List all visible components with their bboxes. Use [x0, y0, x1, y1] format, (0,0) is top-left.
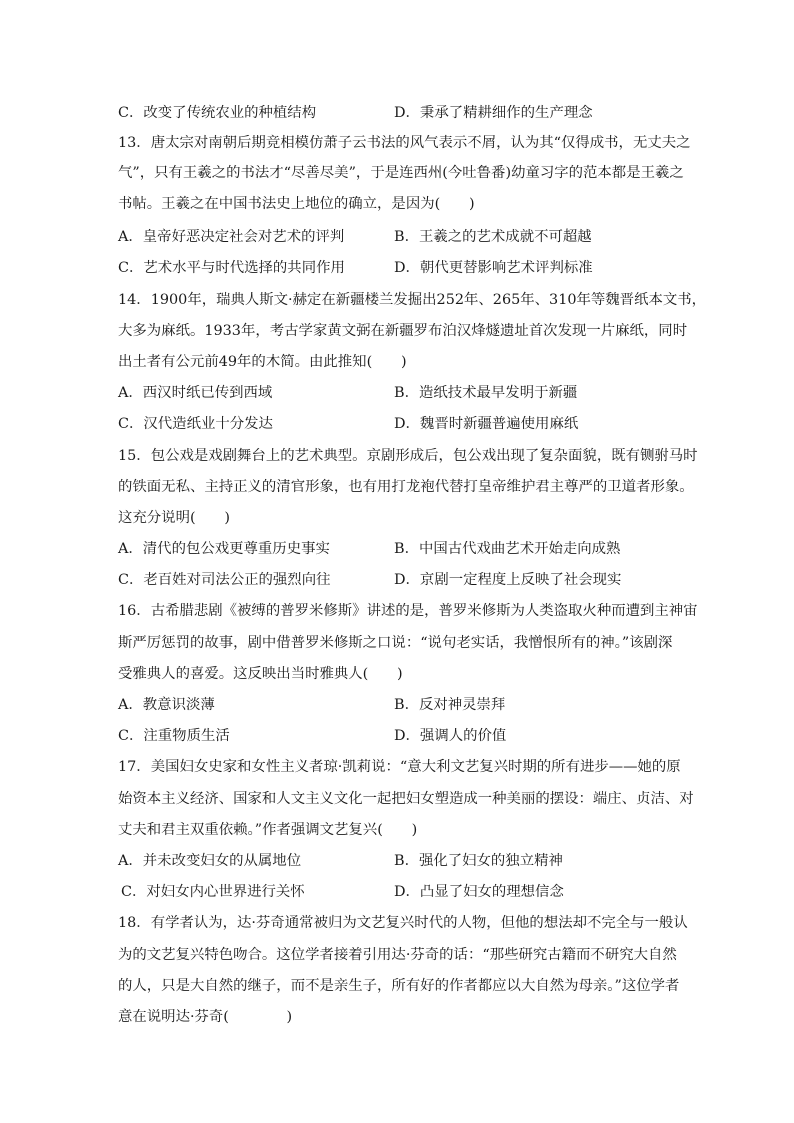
q16-options-row-ab: [118, 695, 678, 715]
q15-stem-line-3: 这充分说明( ): [118, 510, 230, 526]
q17-stem-line-1: 17．美国妇女史家和女性主义者琼·凯莉说：“意大利文艺复兴时期的所有进步——她的原: [118, 759, 681, 775]
q16-option-b[interactable]: B．反对神灵崇拜: [394, 697, 506, 713]
q17-option-d[interactable]: D．凸显了妇女的理想信念: [394, 884, 564, 900]
q13-options-row-ab: [118, 227, 678, 247]
q14-options-row-cd: [118, 414, 678, 434]
q15-stem-line-2: 的铁面无私、主持正义的清官形象，也有用打龙袍代替打皇帝维护君主尊严的卫道者形象。: [118, 479, 694, 495]
q17-stem-line-2: 始资本主义经济、国家和人文主义文化一起把妇女塑造成一种美丽的摆设：端庄、贞洁、对: [118, 791, 694, 807]
q13-option-c[interactable]: C．艺术水平与时代选择的共同作用: [118, 260, 345, 276]
q17-stem-line-3: 丈夫和君主双重依赖。”作者强调文艺复兴( ): [118, 822, 418, 838]
q12-option-d[interactable]: D．秉承了精耕细作的生产理念: [394, 105, 593, 121]
q15-option-b[interactable]: B．中国古代戏曲艺术开始走向成熟: [394, 541, 621, 557]
q14-stem-line-1: 14．1900年，瑞典人斯文·赫定在新疆楼兰发掘出252年、265年、310年等魏晋纸本文书，: [118, 292, 707, 308]
q16-stem-line-1: 16．古希腊悲剧《被缚的普罗米修斯》讲述的是，普罗米修斯为人类盗取火种而遭到主神宙: [118, 603, 698, 619]
q16-stem-line-2: 斯严厉惩罚的故事，剧中借普罗米修斯之口说：“说句老实话，我憎恨所有的神。”该剧深: [118, 635, 673, 651]
q15-options-row-cd: [118, 570, 678, 590]
q14-option-b[interactable]: B．造纸技术最早发明于新疆: [394, 385, 578, 401]
q16-option-d[interactable]: D．强调人的价值: [394, 728, 507, 744]
q14-options-row-ab: [118, 383, 678, 403]
q17-option-a[interactable]: A．并未改变妇女的从属地位: [118, 853, 302, 869]
q15-option-d[interactable]: D．京剧一定程度上反映了社会现实: [394, 572, 622, 588]
q15-option-c[interactable]: C．老百姓对司法公正的强烈向往: [118, 572, 331, 588]
q16-option-c[interactable]: C．注重物质生活: [118, 728, 230, 744]
q13-options-row-cd: [118, 258, 678, 278]
q12-options-row-cd: [118, 103, 678, 123]
q16-option-a[interactable]: A．教意识淡薄: [118, 697, 215, 713]
q17-options-row-cd: [118, 882, 678, 902]
q13-option-b[interactable]: B．王羲之的艺术成就不可超越: [394, 229, 592, 245]
q14-stem-line-3: 出土者有公元前49年的木简。由此推知( ): [118, 354, 407, 370]
q13-stem-line-2: 气”，只有王羲之的书法才“尽善尽美”，于是连西州(今吐鲁番)幼童习字的范本都是王羲之: [118, 165, 684, 181]
q17-option-b[interactable]: B．强化了妇女的独立精神: [394, 853, 563, 869]
q18-stem-line-1: 18．有学者认为，达·芬奇通常被归为文艺复兴时代的人物，但他的想法却不完全与一般认: [118, 915, 688, 931]
q13-option-a[interactable]: A．皇帝好恶决定社会对艺术的评判: [118, 229, 345, 245]
q14-option-c[interactable]: C．汉代造纸业十分发达: [118, 416, 273, 432]
q18-stem-line-2: 为的文艺复兴特色吻合。这位学者接着引用达·芬奇的话：“那些研究古籍而不研究大自然: [118, 947, 677, 963]
q13-option-d[interactable]: D．朝代更替影响艺术评判标准: [394, 260, 593, 276]
q13-stem-line-3: 书帖。王羲之在中国书法史上地位的确立，是因为( ): [118, 196, 475, 212]
q15-stem-line-1: 15．包公戏是戏剧舞台上的艺术典型。京剧形成后，包公戏出现了复杂面貌，既有铡驸马时: [118, 448, 698, 464]
q15-option-a[interactable]: A．清代的包公戏更尊重历史事实: [118, 541, 330, 557]
q15-options-row-ab: [118, 539, 678, 559]
q13-stem-line-1: 13．唐太宗对南朝后期竞相模仿萧子云书法的风气表示不屑，认为其“仅得成书，无丈夫之: [118, 135, 691, 151]
q12-option-c[interactable]: C．改变了传统农业的种植结构: [118, 105, 317, 121]
q17-option-c[interactable]: C．对妇女内心世界进行关怀: [121, 884, 305, 900]
q18-stem-line-4: 意在说明达·芬奇( ): [118, 1009, 293, 1025]
q18-stem-line-3: 的人，只是大自然的继子，而不是亲生子，所有好的作者都应以大自然为母亲。”这位学者: [118, 978, 680, 994]
q16-options-row-cd: [118, 726, 678, 746]
q16-stem-line-3: 受雅典人的喜爱。这反映出当时雅典人( ): [118, 666, 403, 682]
q14-stem-line-2: 大多为麻纸。1933年，考古学家黄文弼在新疆罗布泊汉烽燧遗址首次发现一片麻纸，同时: [118, 323, 688, 339]
q17-options-row-ab: [118, 851, 678, 871]
q14-option-a[interactable]: A．西汉时纸已传到西域: [118, 385, 273, 401]
q14-option-d[interactable]: D．魏晋时新疆普遍使用麻纸: [394, 416, 579, 432]
